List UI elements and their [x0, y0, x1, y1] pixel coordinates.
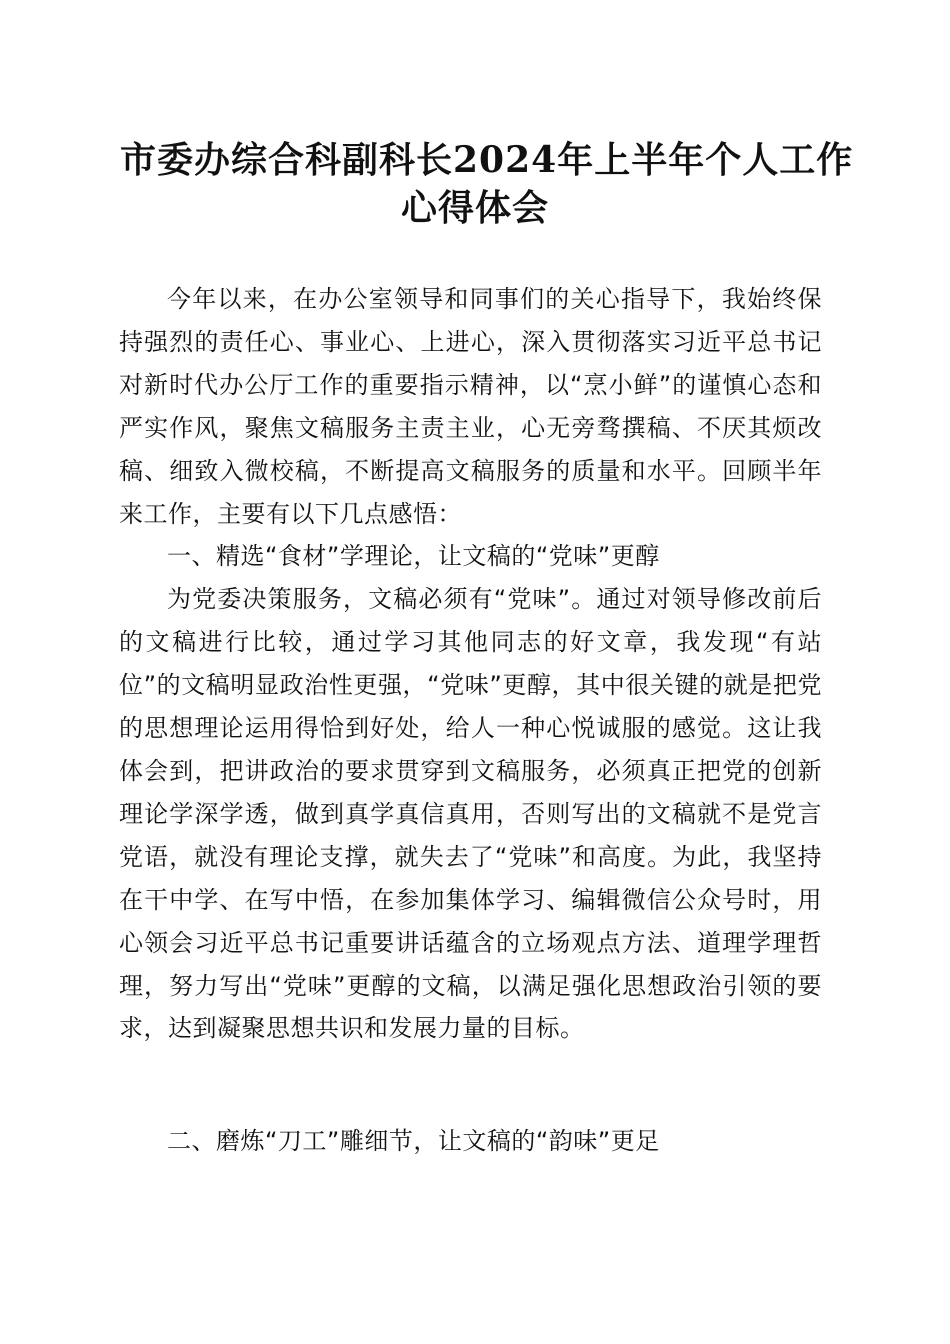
document-title [120, 136, 854, 232]
section-1-paragraph: 为党委决策服务，文稿必须有“党味”。通过对领导修改前后的文稿进行比较，通过学习其他同志的好文章，我发现“有站位”的文稿明显政治性更强，“党味”更醇，其中很关键的就是把党的思想理论运用得恰到好处，给人一种心悦诚服的感觉。这让我体会到，把讲政治的要求贯穿到文稿服务，必须真正把党的创新理论学深学透，做到真学真信真用，否则写出的文稿就不是党言党语，就没有理论支撑，就失去了“党味”和高度。为此，我坚持在干中学、在写中悟，在参加集体学习、编辑微信公众号时，用心领会习近平总书记重要讲话蕴含的立场观点方法、道理学理哲理，努力写出“党味”更醇的文稿，以满足强化思想政治引领的要求，达到凝聚思想共识和发展力量的目标。 [119, 585, 822, 1043]
section-heading-2: 二、磨炼“刀工”雕细节，让文稿的“韵味”更足 [167, 1127, 660, 1155]
title-line-1: 市委办综合科副科长2024年上半年个人工作 [120, 139, 854, 181]
title-line-2: 心得体会 [400, 187, 549, 229]
section-heading-1: 一、精选“食材”学理论，让文稿的“党味”更醇 [167, 542, 660, 571]
document-body [119, 278, 822, 1050]
intro-paragraph: 今年以来，在办公室领导和同事们的关心指导下，我始终保持强烈的责任心、事业心、上进心，深入贯彻落实习近平总书记对新时代办公厅工作的重要指示精神，以“烹小鲜”的谨慎心态和严实作风，聚焦文稿服务主责主业，心无旁骛撰稿、不厌其烦改稿、细致入微校稿，不断提高文稿服务的质量和水平。回顾半年来工作，主要有以下几点感悟： [119, 285, 822, 528]
section-heading-2-block [119, 1120, 822, 1163]
